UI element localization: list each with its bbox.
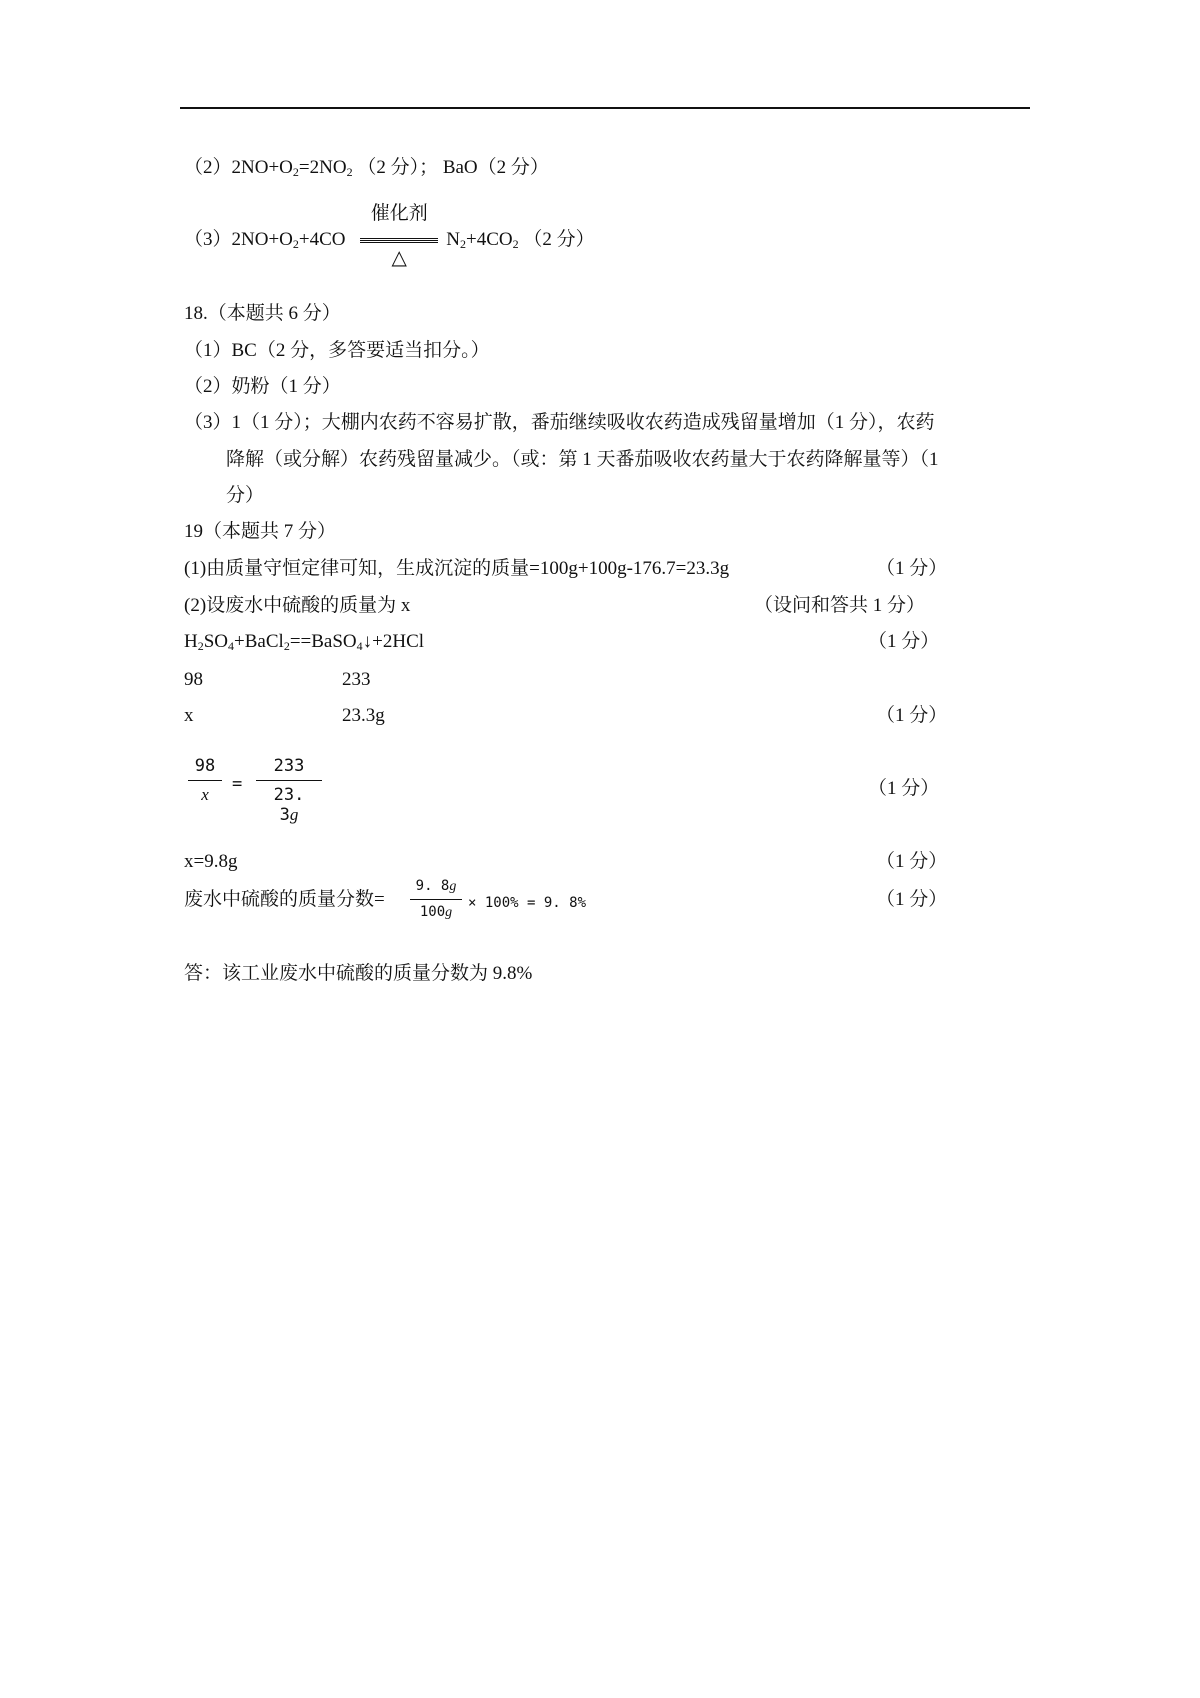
q19-x-score: （1 分） [876,851,948,872]
q19-answer: 答：该工业废水中硫酸的质量分数为 9.8% [184,963,533,984]
q18-part2: （2）奶粉（1 分） [184,376,341,397]
ratio-fraction-left: $\frac{98}{x}$ [188,756,222,805]
q19-part1: (1)由质量守恒定律可知，生成沉淀的质量=100g+100g-176.7=23.3g [184,558,730,579]
q17-part3: $(3)2NO+O_2+4CO$ 催化剂 △ $N_2+4CO_2$ （2 分） [184,203,595,269]
header-rule [180,107,1030,109]
q19-equation: $H_2SO_4+BaCl_2==BaSO_4↓+2HCl$ [184,631,425,653]
ratio-fraction-right: $\frac{233}{23. 3g}$ [256,756,322,825]
q19-fraction-score: （1 分） [876,889,948,910]
mass-fraction-result: × 100% = 9. 8% [468,895,587,911]
q18-part3-line3: 分） [226,485,265,506]
reaction-condition [360,203,438,269]
q19-mass-right: 23.3g [342,705,385,726]
q19-mass-score: （1 分） [876,705,948,726]
q19-equation-score: （1 分） [868,631,940,652]
q19-mass-left: x [184,705,194,726]
q19-header: 19（本题共 7 分） [184,521,337,542]
heat-triangle-icon: △ [391,247,407,269]
q18-header: 18.（本题共 6 分） [184,303,341,324]
q19-x-result: x=9.8g [184,851,238,872]
ratio-equals: = [232,774,243,794]
q19-ratio-score: （1 分） [868,778,940,799]
q18-part3-line1: （3）1（1 分）；大棚内农药不容易扩散，番茄继续吸收农药造成残留量增加（1 分），农药 [184,412,935,433]
q19-molar-mass-left: 98 [184,669,203,690]
q17-part2: $(2)2NO+O_2=2NO_2$ （2 分）； BaO（2 分） [184,157,549,179]
q19-part1-score: （1 分） [876,558,948,579]
q19-part2-score: （设问和答共 1 分） [754,595,926,616]
q18-part3-line2: 降解（或分解）农药残留量减少。（或：第 1 天番茄吸收农药量大于农药降解量等）（1 [226,449,939,470]
q18-part1: （1）BC（2 分，多答要适当扣分。） [184,340,490,361]
q19-fraction-label: 废水中硫酸的质量分数= [184,889,385,910]
q19-molar-mass-right: 233 [342,669,371,690]
mass-fraction: $\frac{9. 8g}{100g}$ [410,878,462,921]
catalyst-label: 催化剂 [370,203,428,224]
q19-part2: (2)设废水中硫酸的质量为 x [184,595,411,616]
